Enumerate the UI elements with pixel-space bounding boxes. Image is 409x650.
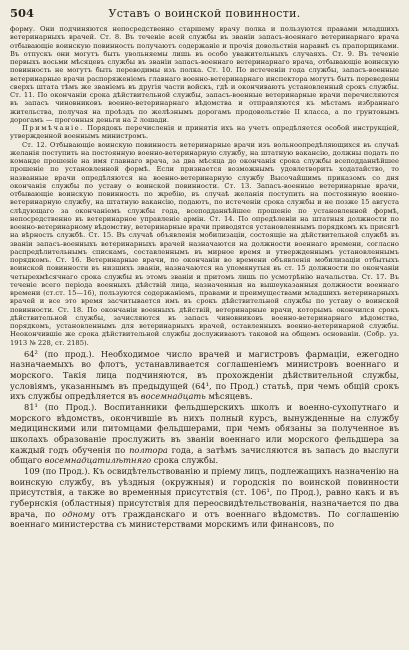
paragraph-continued: форму. Они подчиняются непосредственно старшему врачу полка и пользуются правами младшихъ ветеринарныхъ врачей. Ст. 8. Въ теченіе всей службы въ званіи запасъ-военнаго ветеринарнаго врача отбывающіе воинскую повинность получаютъ содержаніе и прочія довольствія наравнѣ съ прапорщиками. Въ отпускъ они могутъ быть увольняемы лишь въ особо уважительныхъ случаяхъ. Ст. 9. Въ теченіе первыхъ восьми мѣсяцевъ службы въ званіи запасъ-военнаго ветеринарнаго врача, отбывающіе воинскую повинность не могутъ быть переводимы изъ полка. Ст. 10. По истеченіи года службы, запасъ-военные ветеринарные врачи распоряженіемъ главнаго военно-ветеринарнаго инспектора могутъ быть переведены сверхъ штата тѣмъ же званіемъ въ другія части войскъ, гдѣ и окончиваютъ установленный срокъ службы. Ст. 11. По окончаніи срока дѣйствительной службы, запасъ-военные ветеринарные врачи перечисляются въ запасъ чиновниковъ военно-ветеринарнаго вѣдомства и отправляются къ мѣстамъ избраннаго жительства, получая на проѣздъ по желѣзнымъ дорогамъ продовольствіе II класса, а по грунтовымъ дорогамъ — прогонныя деньги на 2 лошади.	[10, 25, 399, 124]
article-64-lead: 64² (по прод.). Необходимое число врачей и магистровъ фармаціи, ежегодно назначаемыхъ во флотъ, устанавливается соглашеніемъ министровъ военнаго и морского. Такія лица подчиняются, въ прохожденіи дѣйствительной службы, условіямъ, указаннымъ въ предыдущей (64¹, по Прод.) статьѣ, при чемъ общій срокъ ихъ службы опредѣляется въ	[10, 348, 399, 402]
running-title: Уставъ о воинской повинности.	[108, 7, 301, 20]
article-109-text: 109 (по Прод.). Къ освидѣтельствованію и пріему лицъ, подлежащихъ назначенію на воинскую службу, въ уѣздныя (окружныя) и городскія по воинской повинности присутствія, а также во временныя присутствія (ст. 106¹, по Прод.), равно какъ и въ губернскія (областныя) присутствія для переосвидѣтельствованія, назначается по два врача, по	[10, 466, 399, 519]
article-109-emphasis: одному	[62, 508, 95, 519]
small-print-section	[10, 25, 399, 347]
article-81-emphasis-2: восемнадцатилѣтняго	[44, 455, 152, 466]
article-81-mid: года, а затѣмъ зачисляются въ запасъ до выслуги общаго	[10, 444, 400, 466]
article-81-lead: 81¹ (по Прод.). Воспитанники фельдшерскихъ школъ и военно-сухопутнаго и морского вѣдомствъ, окончившіе въ нихъ полный курсъ, вынужденные на службу медицинскими или питомцами фельдшерами, при чемъ обязаны за полученное въ школахъ образованіе прослужить въ званіи военнаго или морского фельдшера за каждый годъ обученія по	[10, 402, 399, 455]
note-label: Примѣчаніе.	[22, 124, 84, 132]
article-81-emphasis-1: полтора	[129, 444, 168, 455]
note-paragraph	[10, 124, 399, 141]
main-print-section	[10, 349, 399, 530]
article-81-1	[10, 402, 399, 466]
page-number: 504	[10, 6, 35, 20]
page-header	[10, 6, 399, 22]
article-64-emphasis: восемнадцать	[140, 391, 206, 402]
article-64-2	[10, 349, 399, 402]
paragraph-articles-12-18: Ст. 12. Отбывающіе воинскую повинность ветеринарные врачи изъ вольноопредѣляющихся въ случаѣ желанія поступить на постоянную военно-ветеринарную службу, на штатную вакансію, должны подать по команде прошеніе на имя главнаго врача, за два мѣсяца до окончанія срока службы всеподданнѣйшее прошеніе по установленной формѣ. Если признается возможнымъ удовлетворить ходатайство, то названные врачи опредѣляются на военно-ветеринарную службу Высочайшимъ приказомъ со дня окончанія службы по уставу о воинской повинности. Ст. 13. Запасъ-военные ветеринарные врачи, отбывающіе воинскую повинность по жребію, въ случаѣ желанія поступить на постоянную военно-ветеринарную службу, на штатную вакансію, подаютъ, по истеченіи срока службы и не позже 15 августа слѣдующаго за окончаніемъ службы года, всеподданнѣйшее прошеніе по установленной формѣ, непосредственно въ ветеринарное управленіе армін. Ст. 14. По опредѣленіи на штатныя должности по военно-ветеринарному вѣдомству, ветеринарные врачи приводятся установленнымъ порядкомъ къ присягѣ на вѣрность службѣ. Ст. 15. Въ случаѣ объявленія мобилизаціи, состоящіе на дѣйствительной службѣ въ званіи запасъ-военныхъ ветеринарныхъ врачей назначаются на должности военнаго времени, согласно распредѣлительнымъ спискамъ, составленнымъ въ мирное время и утвержденнымъ установленнымъ порядкомъ. Ст. 16. Ветеринарные врачи, по окончаніи во времени объявленія мобилизаціи отбытыхъ воинской повинности въ низшихъ званіи, назначаются на упомянутыя въ ст. 15 должности по окончаніи четырехмѣсячнаго срока службы въ этомъ званіи и притомъ лишь по усмотрѣнію начальства. Ст. 17. Въ теченіе всего періода военныхъ дѣйствій лица, назначенныя на вышеуказанныя должности военнаго времени (ст.ст. 15—16), пользуются содержаніемъ, правами и преимуществами младшихъ ветеринарныхъ врачей и все это время засчитывается имъ въ срокъ дѣйствительной службы по уставу о воинской повинности. Ст. 18. По окончаніи военныхъ дѣйствій, ветеринарные врачи, которымъ окончился срокъ дѣйствительной службы, зачисляются въ запасъ чиновниковъ военно-ветеринарнаго вѣдомства, порядкомъ, установленнымъ для ветеринарныхъ врачей, оставленныхъ военно-ветеринарной службы. Неокончившіе же срока дѣйствительной службы дослуживаютъ таковой на общемъ основаніи. (Собр. уз. 1913 № 228, ст. 2185).	[10, 140, 399, 347]
article-109	[10, 466, 399, 530]
article-64-tail: мѣсяцевъ.	[205, 391, 253, 402]
article-81-tail: срока службы.	[151, 455, 219, 466]
note-text: Порядокъ перечисленія и принятія ихъ на учетъ опредѣляется особой инструкціей, утвержденной военнымъ министромъ.	[10, 124, 399, 141]
article-109-tail: отъ гражданскаго и отъ военнаго вѣдомствъ. По соглашенію военнаго министерства съ министерствами морскимъ или финансовъ, по	[10, 508, 399, 530]
